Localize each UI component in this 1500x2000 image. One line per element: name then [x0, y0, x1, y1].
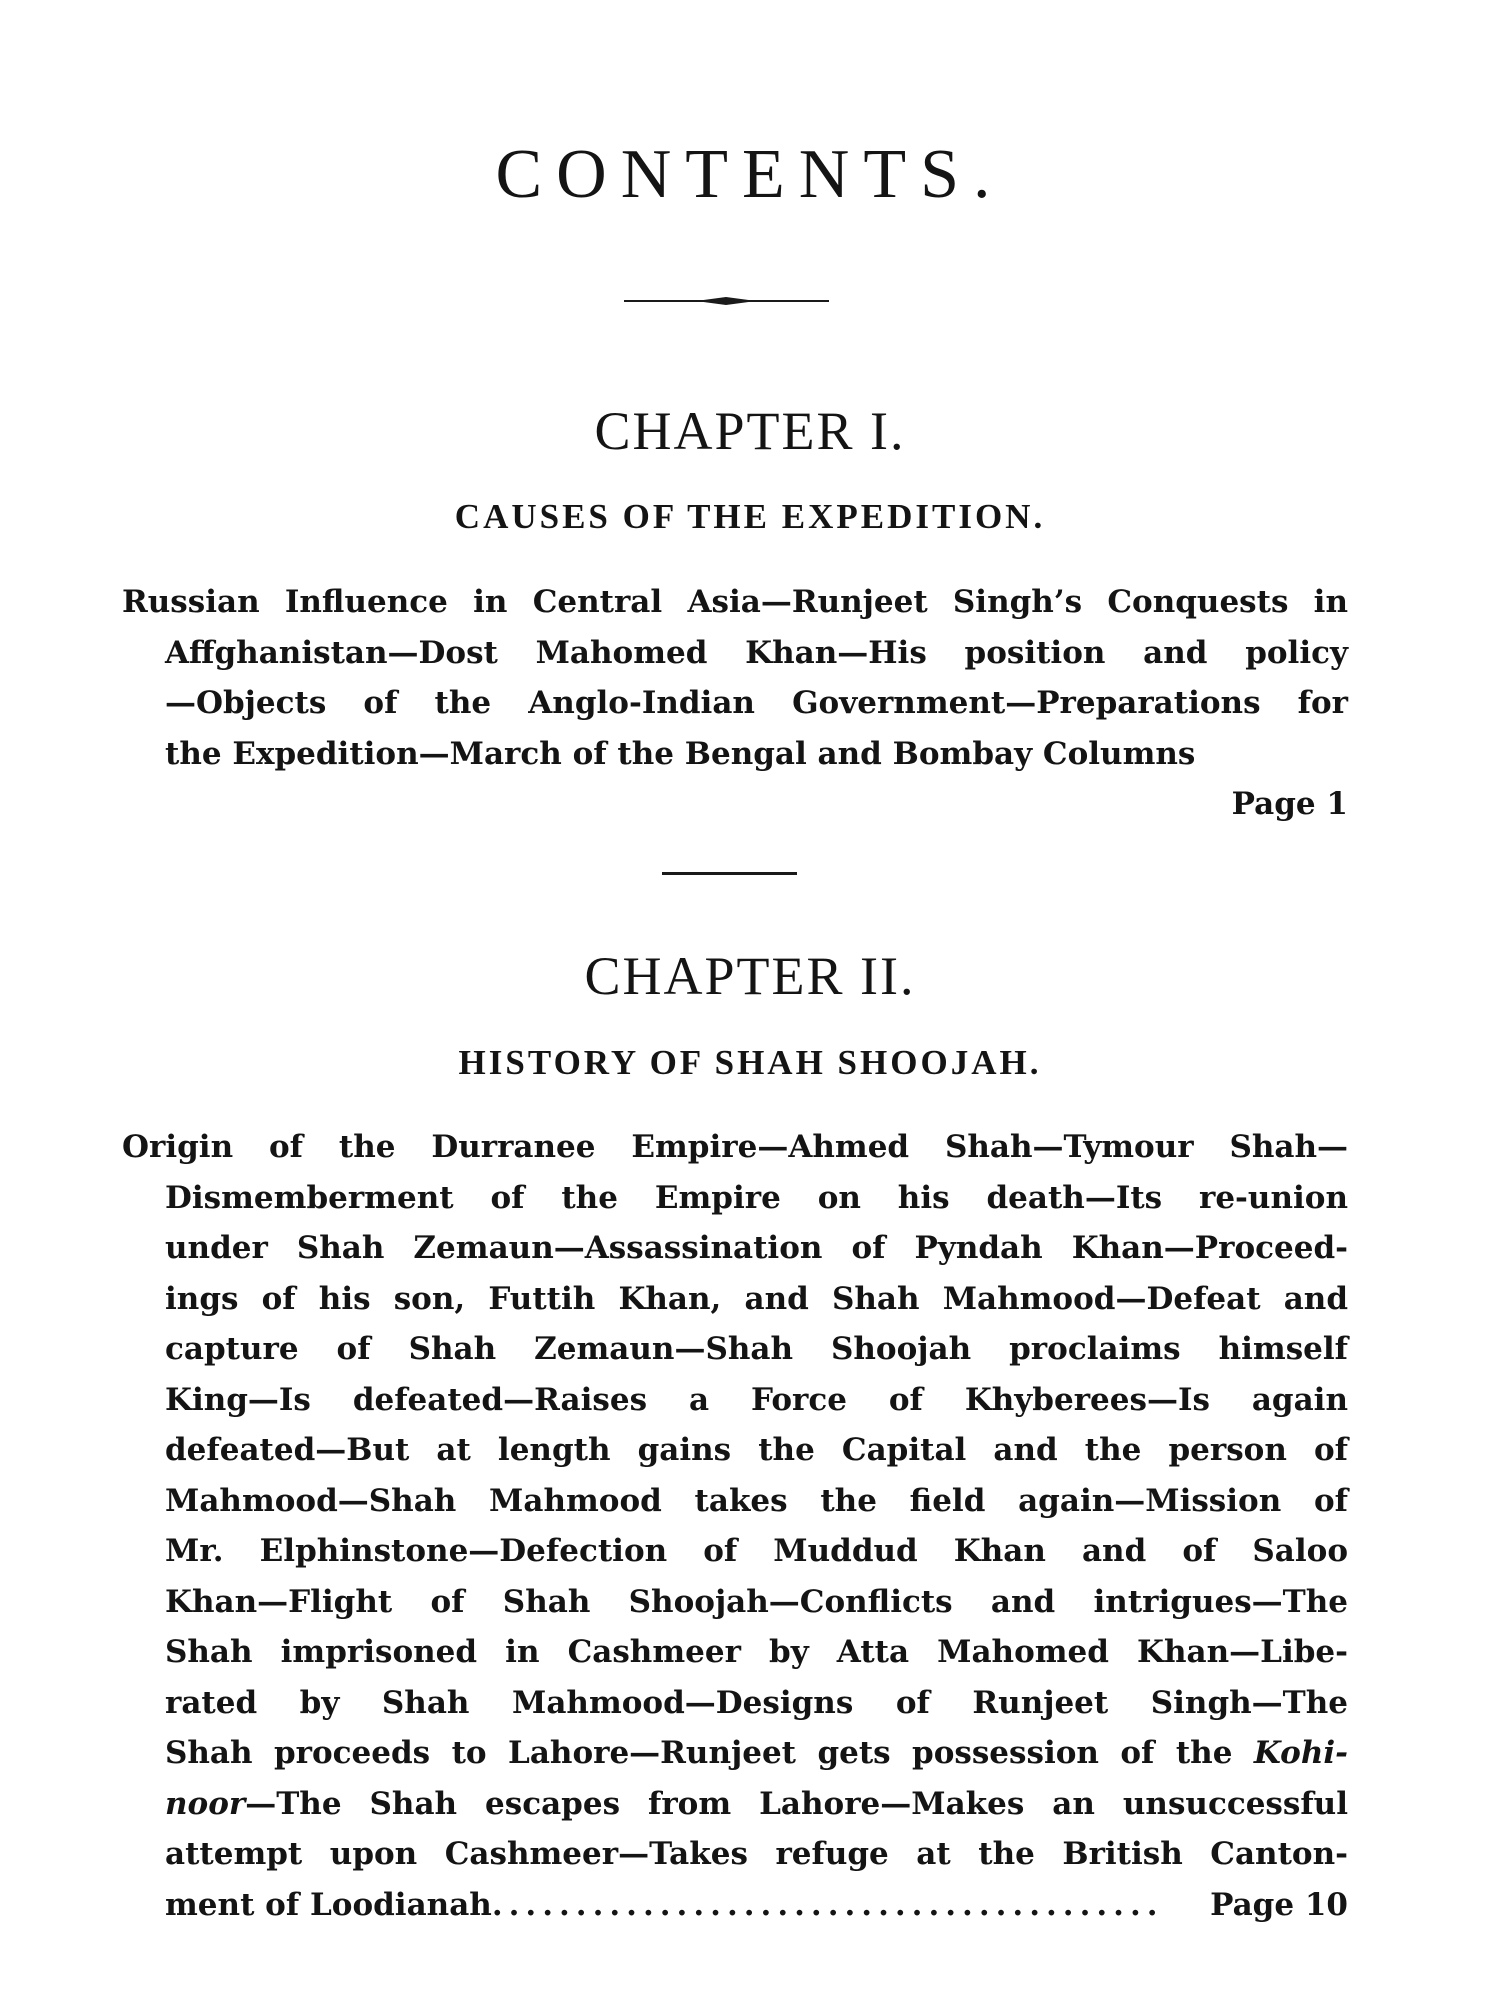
summary-line: attempt upon Cashmeer—Takes refuge at the British Canton-: [165, 1836, 1348, 1872]
summary-line: [165, 1728, 1348, 1779]
chapter-2-summary: [122, 1122, 1348, 1930]
summary-line: Khan—Flight of Shah Shoojah—Conflicts and intrigues—The: [165, 1583, 1348, 1620]
chapter-1-summary: [122, 577, 1348, 830]
ornament-divider: [624, 297, 829, 305]
summary-line: Russian Influence in Central Asia—Runjeet Singh’s Conquests in: [122, 584, 1348, 620]
summary-line: Dismemberment of the Empire on his death—Its re-union: [165, 1179, 1348, 1216]
summary-line: —Objects of the Anglo-Indian Government—Preparations for: [165, 685, 1348, 721]
summary-line: the Expedition—March of the Bengal and Bombay Columns: [165, 735, 1196, 772]
italic-word: noor: [165, 1785, 246, 1822]
section-divider: [662, 872, 797, 875]
summary-line: defeated—But at length gains the Capital and the person of: [165, 1432, 1348, 1468]
chapter-1-heading: CHAPTER I.: [594, 401, 906, 461]
summary-line: Origin of the Durranee Empire—Ahmed Shah—Tymour Shah—: [122, 1129, 1348, 1165]
summary-line: King—Is defeated—Raises a Force of Khyberees—Is again: [165, 1381, 1348, 1418]
summary-line: Mahmood—Shah Mahmood takes the field again—Mission of: [165, 1482, 1348, 1519]
summary-text: —The Shah escapes from Lahore—Makes an unsuccessful: [245, 1785, 1348, 1822]
dot-leader: ........................................: [491, 1886, 1164, 1923]
summary-line: [165, 1779, 1348, 1830]
italic-word: Kohi-: [1253, 1735, 1348, 1771]
summary-text: Shah proceeds to Lahore—Runjeet gets possession of the: [165, 1735, 1233, 1771]
chapter-2-subtitle: HISTORY OF SHAH SHOOJAH.: [458, 1043, 1042, 1082]
page-title: CONTENTS.: [495, 136, 1005, 213]
page-reference: Page 1: [1231, 786, 1348, 822]
summary-text: ment of Loodianah: [165, 1886, 492, 1923]
summary-line: under Shah Zemaun—Assassination of Pyndah Khan—Proceed-: [165, 1230, 1348, 1266]
chapter-2-heading: CHAPTER II.: [584, 946, 916, 1006]
summary-last-line: [165, 1880, 1348, 1931]
summary-line: Shah imprisoned in Cashmeer by Atta Mahomed Khan—Libe-: [165, 1634, 1348, 1670]
summary-line: ings of his son, Futtih Khan, and Shah Mahmood—Defeat and: [165, 1280, 1348, 1317]
summary-line: rated by Shah Mahmood—Designs of Runjeet Singh—The: [165, 1684, 1348, 1721]
summary-line: Mr. Elphinstone—Defection of Muddud Khan and of Saloo: [165, 1533, 1348, 1569]
summary-line: capture of Shah Zemaun—Shah Shoojah proclaims himself: [165, 1331, 1348, 1367]
page-reference: Page 10: [1210, 1886, 1348, 1923]
summary-line: Affghanistan—Dost Mahomed Khan—His position and policy: [165, 634, 1348, 671]
chapter-1-subtitle: CAUSES OF THE EXPEDITION.: [454, 497, 1046, 536]
